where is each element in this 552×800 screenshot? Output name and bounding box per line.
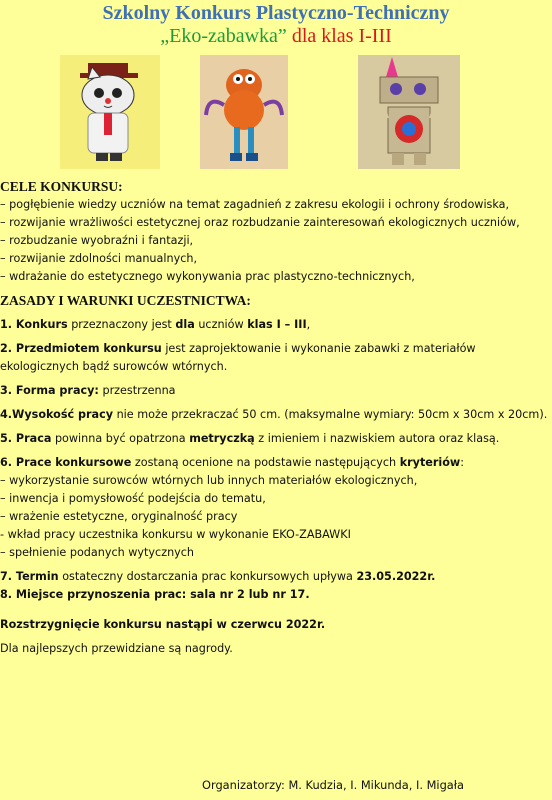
rozstrzygniecie-text: Rozstrzygnięcie konkursu nastąpi w czerwcu 2022r.	[0, 618, 326, 631]
cele-item-1: – pogłębienie wiedzy uczniów na temat zagadnień z zakresu ekologii i ochrony środowiska,	[0, 198, 510, 211]
rule-6	[0, 454, 552, 472]
kryterium-1: – wykorzystanie surowców wtórnych lub innych materiałów ekologicznych,	[0, 474, 418, 487]
organizers-footer: Organizatorzy: M. Kudzia, I. Mikunda, I. Migała	[202, 778, 465, 792]
rule-8	[0, 586, 552, 604]
photo-fluffy-toy	[200, 55, 288, 169]
kryterium-5: – spełnienie podanych wytycznych	[0, 546, 195, 559]
rule-5-metryczka: metryczką	[189, 432, 255, 445]
cele-item-5: – wdrażanie do estetycznego wykonywania prac plastyczno-technicznych,	[0, 270, 415, 283]
rule-4-lead: 4.Wysokość pracy	[0, 408, 114, 421]
rule-4	[0, 406, 552, 424]
rule-2-lead: 2. Przedmiotem konkursu	[0, 342, 162, 355]
cele-item-4: – rozwijanie zdolności manualnych,	[0, 252, 197, 265]
document-body	[0, 178, 552, 658]
rule-7-lead: 7. Termin	[0, 570, 59, 583]
kryterium-3: – wrażenie estetyczne, oryginalność pracy	[0, 510, 238, 523]
cele-item-3: – rozbudzanie wyobraźni i fantazji,	[0, 234, 194, 247]
rozstrzygniecie	[0, 616, 552, 634]
rule-5-text2: z imieniem i nazwiskiem autora oraz klasą.	[254, 432, 500, 445]
rule-1-text: przeznaczony jest	[67, 318, 176, 331]
rule-1-end: ,	[306, 318, 311, 331]
title-eko-zabawka: „Eko-zabawka”	[160, 25, 287, 47]
rule-6-lead: 6. Prace konkursowe	[0, 456, 132, 469]
title-line-1: Szkolny Konkurs Plastyczno-Techniczny	[102, 2, 450, 24]
rule-6-text: zostaną ocenione na podstawie następujących	[131, 456, 400, 469]
rule-3-text: przestrzenna	[98, 384, 176, 397]
photo-robot-toy	[358, 55, 460, 169]
rule-2	[0, 340, 552, 376]
rule-7-date: 23.05.2022r.	[356, 570, 436, 583]
rule-1	[0, 316, 552, 334]
rule-1-text2: uczniów	[194, 318, 248, 331]
rule-2-text: jest zaprojektowanie i wykonanie zabawki z materiałów ekologicznych bądź surowców wtórnych.	[0, 342, 476, 373]
rule-5-lead: 5. Praca	[0, 432, 52, 445]
cele-item-2: – rozwijanie wrażliwości estetycznej oraz rozbudzanie zainteresowań ekologicznych uczniów,	[0, 216, 520, 229]
rule-3	[0, 382, 552, 400]
rule-6-end: :	[460, 456, 465, 469]
nagrody: Dla najlepszych przewidziane są nagrody.	[0, 642, 233, 655]
title-line-2	[0, 25, 552, 48]
rule-4-text: nie może przekraczać 50 cm. (maksymalne wymiary: 50cm x 30cm x 20cm).	[113, 408, 548, 421]
kryterium-4: - wkład pracy uczestnika konkursu w wykonanie EKO-ZABAWKI	[0, 528, 351, 541]
zasady-heading: ZASADY I WARUNKI UCZESTNICTWA:	[0, 293, 251, 308]
photo-cat-toy	[60, 55, 160, 169]
rule-3-lead: 3. Forma pracy:	[0, 384, 99, 397]
rule-1-dla: dla	[175, 318, 195, 331]
rule-5	[0, 430, 552, 448]
rule-1-lead: 1. Konkurs	[0, 318, 68, 331]
rule-1-klasy: klas I – III	[247, 318, 307, 331]
kryterium-2: – inwencja i pomysłowość podejścia do tematu,	[0, 492, 266, 505]
rule-6-kryteria: kryteriów	[399, 456, 461, 469]
rule-7	[0, 568, 552, 586]
rule-7-text: ostateczny dostarczania prac konkursowych upływa	[58, 570, 357, 583]
rule-5-text: powinna być opatrzona	[51, 432, 190, 445]
title-klasy: dla klas I-III	[286, 25, 392, 47]
rule-8-text: 8. Miejsce przynoszenia prac: sala nr 2 lub nr 17.	[0, 588, 310, 601]
cele-heading: CELE KONKURSU:	[0, 179, 123, 194]
